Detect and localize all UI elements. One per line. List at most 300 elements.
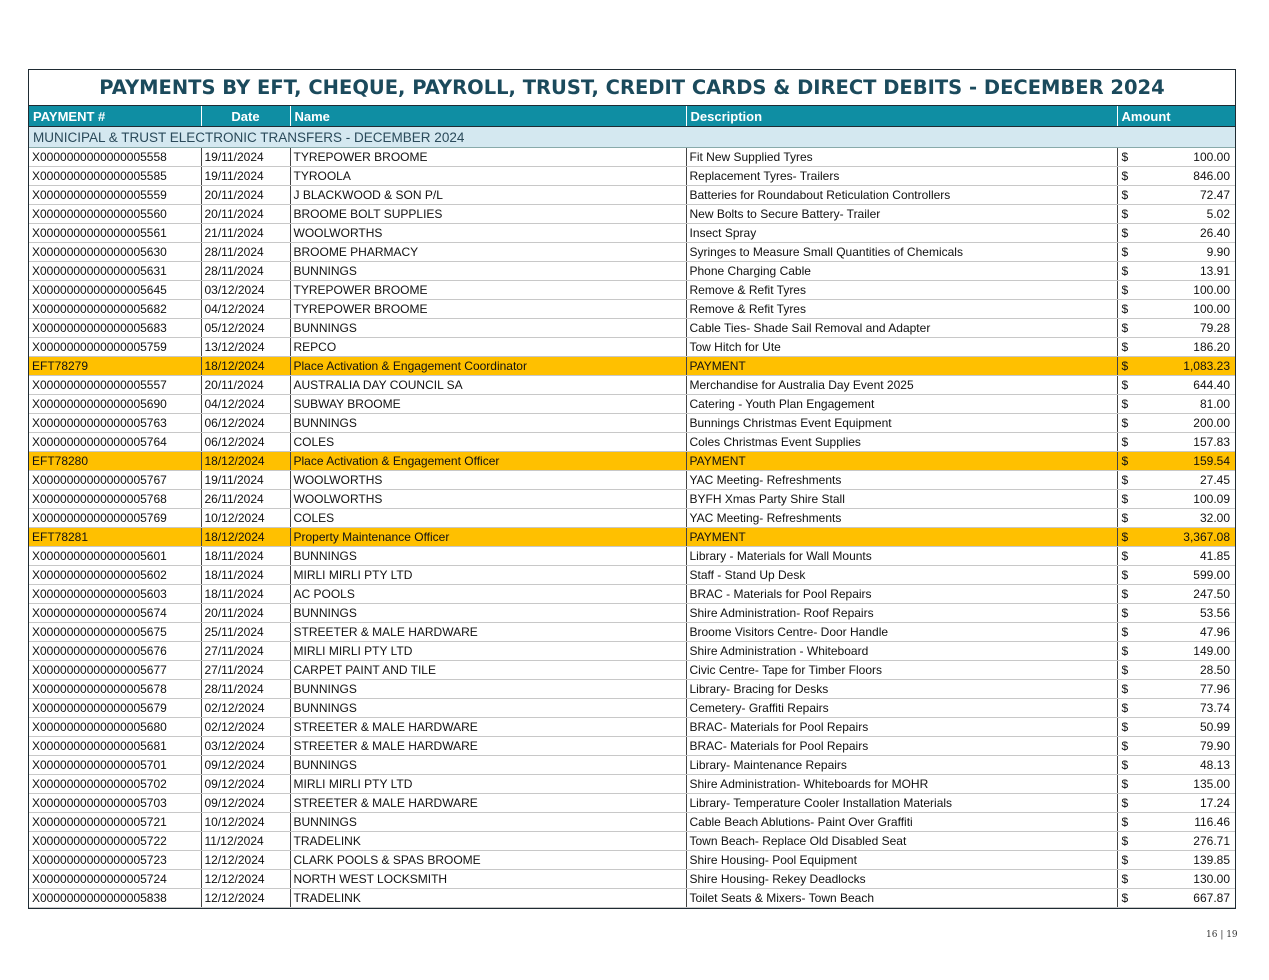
date-cell: 28/11/2024 <box>201 262 290 281</box>
table-row <box>29 642 1235 661</box>
amount-value: 599.00 <box>1193 568 1230 582</box>
amount-cell <box>1117 300 1235 319</box>
description-cell: PAYMENT <box>686 452 1117 471</box>
table-row <box>29 243 1235 262</box>
currency-symbol: $ <box>1121 264 1129 278</box>
name-cell: WOOLWORTHS <box>290 490 686 509</box>
table-row <box>29 338 1235 357</box>
table-row <box>29 205 1235 224</box>
currency-symbol: $ <box>1121 302 1129 316</box>
description-cell: Cemetery- Graffiti Repairs <box>686 699 1117 718</box>
description-cell: Library - Materials for Wall Mounts <box>686 547 1117 566</box>
currency-symbol: $ <box>1121 568 1129 582</box>
amount-cell <box>1117 357 1235 376</box>
date-cell: 10/12/2024 <box>201 813 290 832</box>
table-row <box>29 566 1235 585</box>
amount-cell <box>1117 319 1235 338</box>
description-cell: Phone Charging Cable <box>686 262 1117 281</box>
amount-value: 79.28 <box>1199 321 1230 335</box>
amount-cell <box>1117 604 1235 623</box>
amount-value: 200.00 <box>1193 416 1230 430</box>
name-cell: BROOME PHARMACY <box>290 243 686 262</box>
table-header-row <box>29 106 1235 127</box>
table-row-highlighted <box>29 357 1235 376</box>
date-cell: 18/12/2024 <box>201 452 290 471</box>
amount-cell <box>1117 395 1235 414</box>
amount-value: 9.90 <box>1206 245 1230 259</box>
header-name: Name <box>290 106 686 127</box>
currency-symbol: $ <box>1121 834 1129 848</box>
currency-symbol: $ <box>1121 321 1129 335</box>
amount-value: 846.00 <box>1193 169 1230 183</box>
description-cell: Fit New Supplied Tyres <box>686 148 1117 167</box>
table-row <box>29 414 1235 433</box>
name-cell: BUNNINGS <box>290 680 686 699</box>
date-cell: 18/12/2024 <box>201 528 290 547</box>
amount-cell <box>1117 623 1235 642</box>
table-row <box>29 186 1235 205</box>
date-cell: 12/12/2024 <box>201 889 290 908</box>
description-cell: Library- Maintenance Repairs <box>686 756 1117 775</box>
currency-symbol: $ <box>1121 207 1129 221</box>
date-cell: 04/12/2024 <box>201 300 290 319</box>
amount-value: 130.00 <box>1193 872 1230 886</box>
payment-cell: X0000000000000005558 <box>29 148 201 167</box>
description-cell: Shire Housing- Rekey Deadlocks <box>686 870 1117 889</box>
amount-cell <box>1117 851 1235 870</box>
date-cell: 11/12/2024 <box>201 832 290 851</box>
name-cell: Place Activation & Engagement Coordinator <box>290 357 686 376</box>
table-row <box>29 319 1235 338</box>
payment-cell: X0000000000000005721 <box>29 813 201 832</box>
description-cell: Shire Administration - Whiteboard <box>686 642 1117 661</box>
table-row <box>29 433 1235 452</box>
currency-symbol: $ <box>1121 758 1129 772</box>
amount-value: 53.56 <box>1199 606 1230 620</box>
name-cell: BUNNINGS <box>290 699 686 718</box>
name-cell: TRADELINK <box>290 832 686 851</box>
description-cell: Cable Ties- Shade Sail Removal and Adapter <box>686 319 1117 338</box>
currency-symbol: $ <box>1121 378 1129 392</box>
amount-cell <box>1117 775 1235 794</box>
description-cell: Tow Hitch for Ute <box>686 338 1117 357</box>
table-row <box>29 224 1235 243</box>
currency-symbol: $ <box>1121 872 1129 886</box>
currency-symbol: $ <box>1121 454 1129 468</box>
amount-cell <box>1117 832 1235 851</box>
currency-symbol: $ <box>1121 625 1129 639</box>
amount-value: 28.50 <box>1199 663 1230 677</box>
date-cell: 18/11/2024 <box>201 585 290 604</box>
amount-cell <box>1117 547 1235 566</box>
amount-cell <box>1117 661 1235 680</box>
table-row <box>29 718 1235 737</box>
date-cell: 21/11/2024 <box>201 224 290 243</box>
description-cell: Remove & Refit Tyres <box>686 300 1117 319</box>
currency-symbol: $ <box>1121 245 1129 259</box>
payment-cell: X0000000000000005560 <box>29 205 201 224</box>
amount-cell <box>1117 186 1235 205</box>
table-row <box>29 262 1235 281</box>
amount-value: 100.00 <box>1193 150 1230 164</box>
page-number: 16 | 19 <box>1206 930 1238 940</box>
currency-symbol: $ <box>1121 283 1129 297</box>
table-row <box>29 737 1235 756</box>
page-title: PAYMENTS BY EFT, CHEQUE, PAYROLL, TRUST, CREDIT CARDS & DIRECT DEBITS - DECEMBER 2024 <box>29 70 1235 106</box>
name-cell: AC POOLS <box>290 585 686 604</box>
name-cell: J BLACKWOOD & SON P/L <box>290 186 686 205</box>
name-cell: WOOLWORTHS <box>290 471 686 490</box>
table-row <box>29 623 1235 642</box>
description-cell: Insect Spray <box>686 224 1117 243</box>
description-cell: Staff - Stand Up Desk <box>686 566 1117 585</box>
table-row <box>29 547 1235 566</box>
payment-cell: X0000000000000005681 <box>29 737 201 756</box>
amount-cell <box>1117 509 1235 528</box>
date-cell: 20/11/2024 <box>201 205 290 224</box>
currency-symbol: $ <box>1121 853 1129 867</box>
amount-cell <box>1117 376 1235 395</box>
table-row <box>29 300 1235 319</box>
amount-cell <box>1117 718 1235 737</box>
payment-cell: X0000000000000005602 <box>29 566 201 585</box>
description-cell: Shire Housing- Pool Equipment <box>686 851 1117 870</box>
header-amount: Amount <box>1117 106 1235 127</box>
description-cell: New Bolts to Secure Battery- Trailer <box>686 205 1117 224</box>
amount-cell <box>1117 167 1235 186</box>
amount-cell <box>1117 528 1235 547</box>
amount-cell <box>1117 889 1235 908</box>
table-row <box>29 794 1235 813</box>
amount-cell <box>1117 566 1235 585</box>
payment-cell: X0000000000000005645 <box>29 281 201 300</box>
amount-value: 13.91 <box>1199 264 1230 278</box>
description-cell: PAYMENT <box>686 357 1117 376</box>
name-cell: BUNNINGS <box>290 262 686 281</box>
header-date: Date <box>201 106 290 127</box>
description-cell: Town Beach- Replace Old Disabled Seat <box>686 832 1117 851</box>
currency-symbol: $ <box>1121 587 1129 601</box>
payment-cell: X0000000000000005676 <box>29 642 201 661</box>
description-cell: YAC Meeting- Refreshments <box>686 509 1117 528</box>
payment-cell: X0000000000000005601 <box>29 547 201 566</box>
amount-value: 32.00 <box>1199 511 1230 525</box>
amount-value: 100.00 <box>1193 302 1230 316</box>
table-row <box>29 509 1235 528</box>
currency-symbol: $ <box>1121 150 1129 164</box>
amount-value: 157.83 <box>1193 435 1230 449</box>
description-cell: Coles Christmas Event Supplies <box>686 433 1117 452</box>
amount-cell <box>1117 281 1235 300</box>
currency-symbol: $ <box>1121 169 1129 183</box>
name-cell: CLARK POOLS & SPAS BROOME <box>290 851 686 870</box>
amount-cell <box>1117 680 1235 699</box>
currency-symbol: $ <box>1121 511 1129 525</box>
amount-value: 247.50 <box>1193 587 1230 601</box>
amount-cell <box>1117 870 1235 889</box>
description-cell: Library- Bracing for Desks <box>686 680 1117 699</box>
table-row <box>29 851 1235 870</box>
name-cell: TYREPOWER BROOME <box>290 148 686 167</box>
payment-cell: X0000000000000005557 <box>29 376 201 395</box>
name-cell: SUBWAY BROOME <box>290 395 686 414</box>
payment-cell: X0000000000000005759 <box>29 338 201 357</box>
currency-symbol: $ <box>1121 815 1129 829</box>
date-cell: 13/12/2024 <box>201 338 290 357</box>
table-row <box>29 471 1235 490</box>
table-row <box>29 148 1235 167</box>
section-title: MUNICIPAL & TRUST ELECTRONIC TRANSFERS - DECEMBER 2024 <box>29 127 1235 148</box>
currency-symbol: $ <box>1121 644 1129 658</box>
name-cell: STREETER & MALE HARDWARE <box>290 718 686 737</box>
date-cell: 20/11/2024 <box>201 604 290 623</box>
payment-cell: X0000000000000005722 <box>29 832 201 851</box>
amount-value: 100.00 <box>1193 283 1230 297</box>
date-cell: 28/11/2024 <box>201 243 290 262</box>
amount-value: 139.85 <box>1193 853 1230 867</box>
description-cell: BYFH Xmas Party Shire Stall <box>686 490 1117 509</box>
amount-value: 47.96 <box>1199 625 1230 639</box>
description-cell: Catering - Youth Plan Engagement <box>686 395 1117 414</box>
currency-symbol: $ <box>1121 549 1129 563</box>
payment-cell: X0000000000000005675 <box>29 623 201 642</box>
currency-symbol: $ <box>1121 739 1129 753</box>
table-row <box>29 604 1235 623</box>
amount-cell <box>1117 205 1235 224</box>
payment-cell: X0000000000000005679 <box>29 699 201 718</box>
payment-cell: X0000000000000005630 <box>29 243 201 262</box>
description-cell: Replacement Tyres- Trailers <box>686 167 1117 186</box>
header-description: Description <box>686 106 1117 127</box>
payment-cell: X0000000000000005724 <box>29 870 201 889</box>
amount-cell <box>1117 414 1235 433</box>
currency-symbol: $ <box>1121 682 1129 696</box>
payment-cell: X0000000000000005768 <box>29 490 201 509</box>
name-cell: STREETER & MALE HARDWARE <box>290 737 686 756</box>
amount-value: 100.09 <box>1193 492 1230 506</box>
table-row <box>29 889 1235 908</box>
table-row <box>29 775 1235 794</box>
date-cell: 26/11/2024 <box>201 490 290 509</box>
name-cell: STREETER & MALE HARDWARE <box>290 794 686 813</box>
table-row <box>29 680 1235 699</box>
amount-cell <box>1117 433 1235 452</box>
amount-value: 276.71 <box>1193 834 1230 848</box>
payment-cell: X0000000000000005561 <box>29 224 201 243</box>
table-row-highlighted <box>29 452 1235 471</box>
currency-symbol: $ <box>1121 777 1129 791</box>
currency-symbol: $ <box>1121 397 1129 411</box>
section-row <box>29 127 1235 148</box>
name-cell: TYREPOWER BROOME <box>290 300 686 319</box>
payment-cell: X0000000000000005677 <box>29 661 201 680</box>
table-row <box>29 490 1235 509</box>
payments-sheet <box>28 69 1236 909</box>
currency-symbol: $ <box>1121 530 1129 544</box>
description-cell: Civic Centre- Tape for Timber Floors <box>686 661 1117 680</box>
description-cell: BRAC- Materials for Pool Repairs <box>686 737 1117 756</box>
amount-value: 77.96 <box>1199 682 1230 696</box>
date-cell: 25/11/2024 <box>201 623 290 642</box>
payment-cell: EFT78279 <box>29 357 201 376</box>
name-cell: NORTH WEST LOCKSMITH <box>290 870 686 889</box>
name-cell: STREETER & MALE HARDWARE <box>290 623 686 642</box>
amount-cell <box>1117 585 1235 604</box>
payment-cell: X0000000000000005678 <box>29 680 201 699</box>
amount-value: 26.40 <box>1199 226 1230 240</box>
payment-cell: X0000000000000005701 <box>29 756 201 775</box>
amount-value: 149.00 <box>1193 644 1230 658</box>
currency-symbol: $ <box>1121 663 1129 677</box>
name-cell: REPCO <box>290 338 686 357</box>
payment-cell: X0000000000000005559 <box>29 186 201 205</box>
date-cell: 18/11/2024 <box>201 566 290 585</box>
description-cell: Merchandise for Australia Day Event 2025 <box>686 376 1117 395</box>
date-cell: 09/12/2024 <box>201 756 290 775</box>
name-cell: Place Activation & Engagement Officer <box>290 452 686 471</box>
table-row <box>29 585 1235 604</box>
date-cell: 03/12/2024 <box>201 737 290 756</box>
currency-symbol: $ <box>1121 416 1129 430</box>
date-cell: 04/12/2024 <box>201 395 290 414</box>
payments-table <box>29 106 1235 908</box>
amount-value: 72.47 <box>1199 188 1230 202</box>
date-cell: 05/12/2024 <box>201 319 290 338</box>
date-cell: 09/12/2024 <box>201 775 290 794</box>
amount-value: 48.13 <box>1199 758 1230 772</box>
amount-cell <box>1117 243 1235 262</box>
amount-value: 1,083.23 <box>1183 359 1230 373</box>
amount-value: 41.85 <box>1199 549 1230 563</box>
name-cell: BUNNINGS <box>290 414 686 433</box>
currency-symbol: $ <box>1121 435 1129 449</box>
name-cell: CARPET PAINT AND TILE <box>290 661 686 680</box>
currency-symbol: $ <box>1121 796 1129 810</box>
name-cell: MIRLI MIRLI PTY LTD <box>290 566 686 585</box>
date-cell: 06/12/2024 <box>201 433 290 452</box>
name-cell: TYROOLA <box>290 167 686 186</box>
description-cell: Remove & Refit Tyres <box>686 281 1117 300</box>
amount-cell <box>1117 338 1235 357</box>
currency-symbol: $ <box>1121 473 1129 487</box>
amount-value: 27.45 <box>1199 473 1230 487</box>
table-row-highlighted <box>29 528 1235 547</box>
description-cell: Shire Administration- Whiteboards for MOHR <box>686 775 1117 794</box>
table-row <box>29 832 1235 851</box>
amount-value: 644.40 <box>1193 378 1230 392</box>
currency-symbol: $ <box>1121 606 1129 620</box>
date-cell: 10/12/2024 <box>201 509 290 528</box>
currency-symbol: $ <box>1121 340 1129 354</box>
description-cell: Batteries for Roundabout Reticulation Controllers <box>686 186 1117 205</box>
description-cell: Syringes to Measure Small Quantities of Chemicals <box>686 243 1117 262</box>
amount-value: 186.20 <box>1193 340 1230 354</box>
header-payment: PAYMENT # <box>29 106 201 127</box>
name-cell: BUNNINGS <box>290 756 686 775</box>
date-cell: 12/12/2024 <box>201 870 290 889</box>
name-cell: WOOLWORTHS <box>290 224 686 243</box>
currency-symbol: $ <box>1121 188 1129 202</box>
date-cell: 03/12/2024 <box>201 281 290 300</box>
name-cell: AUSTRALIA DAY COUNCIL SA <box>290 376 686 395</box>
amount-cell <box>1117 148 1235 167</box>
date-cell: 20/11/2024 <box>201 376 290 395</box>
date-cell: 27/11/2024 <box>201 661 290 680</box>
amount-value: 667.87 <box>1193 891 1230 905</box>
amount-value: 116.46 <box>1194 815 1230 829</box>
name-cell: BUNNINGS <box>290 813 686 832</box>
payment-cell: X0000000000000005838 <box>29 889 201 908</box>
date-cell: 18/12/2024 <box>201 357 290 376</box>
date-cell: 20/11/2024 <box>201 186 290 205</box>
date-cell: 02/12/2024 <box>201 699 290 718</box>
name-cell: BUNNINGS <box>290 547 686 566</box>
table-row <box>29 870 1235 889</box>
currency-symbol: $ <box>1121 701 1129 715</box>
amount-cell <box>1117 262 1235 281</box>
date-cell: 12/12/2024 <box>201 851 290 870</box>
description-cell: BRAC - Materials for Pool Repairs <box>686 585 1117 604</box>
amount-cell <box>1117 737 1235 756</box>
amount-cell <box>1117 471 1235 490</box>
name-cell: MIRLI MIRLI PTY LTD <box>290 642 686 661</box>
date-cell: 19/11/2024 <box>201 471 290 490</box>
name-cell: BUNNINGS <box>290 319 686 338</box>
description-cell: PAYMENT <box>686 528 1117 547</box>
description-cell: Library- Temperature Cooler Installation Materials <box>686 794 1117 813</box>
currency-symbol: $ <box>1121 226 1129 240</box>
payment-cell: X0000000000000005680 <box>29 718 201 737</box>
name-cell: MIRLI MIRLI PTY LTD <box>290 775 686 794</box>
payment-cell: X0000000000000005690 <box>29 395 201 414</box>
amount-value: 135.00 <box>1193 777 1230 791</box>
payment-cell: X0000000000000005631 <box>29 262 201 281</box>
amount-value: 73.74 <box>1199 701 1230 715</box>
date-cell: 02/12/2024 <box>201 718 290 737</box>
description-cell: Cable Beach Ablutions- Paint Over Graffiti <box>686 813 1117 832</box>
payment-cell: X0000000000000005682 <box>29 300 201 319</box>
amount-cell <box>1117 794 1235 813</box>
name-cell: Property Maintenance Officer <box>290 528 686 547</box>
amount-value: 5.02 <box>1206 207 1230 221</box>
name-cell: COLES <box>290 433 686 452</box>
date-cell: 19/11/2024 <box>201 148 290 167</box>
name-cell: COLES <box>290 509 686 528</box>
date-cell: 09/12/2024 <box>201 794 290 813</box>
payment-cell: EFT78280 <box>29 452 201 471</box>
description-cell: YAC Meeting- Refreshments <box>686 471 1117 490</box>
name-cell: BUNNINGS <box>290 604 686 623</box>
date-cell: 28/11/2024 <box>201 680 290 699</box>
amount-cell <box>1117 452 1235 471</box>
payment-cell: X0000000000000005769 <box>29 509 201 528</box>
payment-cell: X0000000000000005702 <box>29 775 201 794</box>
payment-cell: X0000000000000005764 <box>29 433 201 452</box>
description-cell: Toilet Seats & Mixers- Town Beach <box>686 889 1117 908</box>
table-row <box>29 756 1235 775</box>
payment-cell: X0000000000000005703 <box>29 794 201 813</box>
date-cell: 27/11/2024 <box>201 642 290 661</box>
description-cell: BRAC- Materials for Pool Repairs <box>686 718 1117 737</box>
payment-cell: X0000000000000005767 <box>29 471 201 490</box>
payment-cell: X0000000000000005683 <box>29 319 201 338</box>
table-row <box>29 661 1235 680</box>
name-cell: TYREPOWER BROOME <box>290 281 686 300</box>
payment-cell: X0000000000000005723 <box>29 851 201 870</box>
amount-cell <box>1117 224 1235 243</box>
currency-symbol: $ <box>1121 891 1129 905</box>
payment-cell: X0000000000000005674 <box>29 604 201 623</box>
